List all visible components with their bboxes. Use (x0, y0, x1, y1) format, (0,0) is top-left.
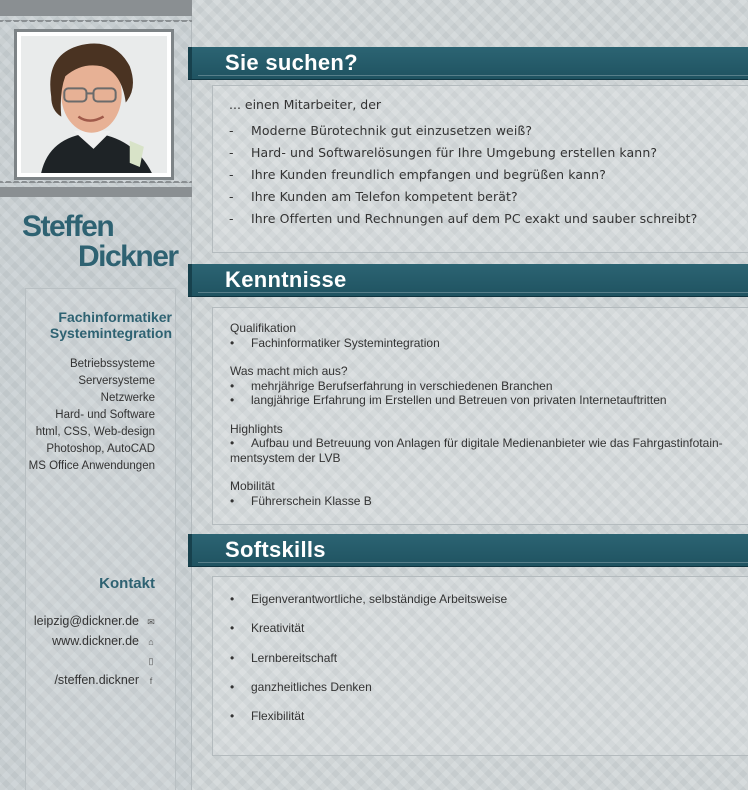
skill-list (29, 356, 155, 475)
list-item (230, 651, 507, 680)
brand-first-name: Steffen (22, 210, 114, 243)
skill-item: Netzwerke (100, 392, 155, 404)
list-item-text: Kreativität (251, 621, 305, 636)
list-item-text: Flexibilität (251, 709, 305, 724)
skills-group-highlights (230, 422, 735, 466)
list-item (229, 189, 697, 211)
group-label: Was macht mich aus? (230, 364, 348, 378)
contact-list (34, 613, 157, 691)
facebook-icon[interactable]: f (149, 675, 153, 686)
section-heading-search: Sie suchen? (188, 47, 748, 79)
list-item-text: Eigenverantwortliche, selbständige Arbeitsweise (251, 592, 508, 606)
list-item (230, 436, 735, 451)
contact-email-text[interactable]: leipzig@dickner.de (33, 614, 139, 628)
skills-group-mobility (230, 479, 735, 508)
skills-group-qualification (230, 321, 735, 350)
list-item-text: Lernbereitschaft (251, 650, 338, 665)
list-item-text: Fachinformatiker Systemintegration (251, 335, 440, 350)
list-item-text: langjährige Erfahrung im Erstellen und Betreuen von privaten Internetauftritten (251, 393, 667, 407)
home-icon[interactable]: ⌂ (148, 636, 154, 647)
dash-marker: - (229, 188, 234, 204)
list-item (230, 709, 507, 738)
list-item (230, 621, 507, 650)
group-label: Highlights (230, 421, 283, 436)
list-item-text: Hard- und Softwarelösungen für Ihre Umgebung erstellen kann? (251, 144, 658, 160)
list-item (229, 167, 697, 189)
group-label: Mobilität (230, 479, 275, 493)
section-heading-softskills: Softskills (188, 534, 748, 566)
list-item-text: Führerschein Klasse B (251, 493, 372, 508)
search-lead: ... einen Mitarbeiter, der (229, 97, 382, 112)
softskills-box (212, 576, 748, 756)
contact-phone[interactable] (34, 652, 157, 672)
contact-facebook-text[interactable]: /steffen.dickner (54, 672, 139, 687)
list-item (230, 393, 735, 408)
bullet-marker: • (230, 335, 235, 350)
skill-item: MS Office Anwendungen (28, 460, 155, 472)
list-item (229, 123, 697, 145)
bullet-marker: • (230, 621, 235, 636)
contact-email[interactable] (34, 613, 157, 633)
profile-photo-frame (14, 29, 174, 180)
list-item-text: ganzheitliches Denken (251, 679, 372, 694)
skill-item: html, CSS, Web-design (35, 426, 155, 438)
profile-photo (21, 36, 167, 173)
skills-group-profile (230, 364, 735, 408)
list-item (230, 379, 735, 394)
contact-heading: Kontakt (99, 575, 155, 592)
sidebar (0, 0, 192, 790)
dash-marker: - (229, 166, 234, 182)
skill-item: Hard- und Software (55, 409, 155, 421)
list-item (230, 336, 735, 351)
job-title-line1: Fachinformatiker (58, 309, 172, 325)
contact-facebook[interactable] (34, 672, 157, 692)
zigzag-border-top (0, 0, 192, 16)
list-item (230, 494, 735, 509)
contact-website[interactable] (34, 633, 157, 653)
skill-item: Betriebssysteme (69, 358, 155, 370)
bullet-marker: • (230, 650, 235, 665)
skills-box (212, 307, 748, 525)
list-item-text: Aufbau und Betreuung von Anlagen für digitale Medienanbieter wie das Fahrgastinfotain- (251, 436, 723, 450)
dash-marker: - (229, 123, 234, 138)
bullet-marker: • (230, 436, 235, 450)
list-item (229, 145, 697, 167)
search-box (212, 85, 748, 253)
list-item-text: mehrjährige Berufserfahrung in verschiedenen Branchen (251, 378, 553, 393)
list-item-text: Ihre Offerten und Rechnungen auf dem PC exakt und sauber schreibt? (251, 210, 698, 226)
zigzag-border-bottom (0, 187, 192, 197)
list-item-text: Ihre Kunden am Telefon kompetent berät? (251, 188, 518, 204)
skill-item: Photoshop, AutoCAD (46, 443, 155, 455)
softskills-list (230, 592, 507, 738)
list-item-text: Ihre Kunden freundlich empfangen und begrüßen kann? (251, 166, 606, 182)
contact-website-text[interactable]: www.dickner.de (52, 633, 139, 648)
job-title (50, 309, 172, 341)
dash-marker: - (229, 144, 234, 160)
brand-logo (22, 212, 178, 272)
skill-item: Serversysteme (78, 375, 155, 387)
list-item (229, 211, 697, 233)
list-item-text: Moderne Bürotechnik gut einzusetzen weiß? (251, 123, 533, 138)
bullet-marker: • (230, 378, 235, 393)
job-title-line2: Systemintegration (49, 325, 172, 341)
bullet-marker: • (230, 493, 235, 508)
bullet-marker: • (230, 393, 235, 407)
section-heading-skills: Kenntnisse (188, 264, 748, 296)
group-label: Qualifikation (230, 321, 297, 335)
list-item-continuation: mentsystem der LVB (230, 450, 341, 465)
search-list (229, 123, 697, 232)
phone-icon[interactable]: ▯ (148, 656, 154, 666)
dash-marker: - (229, 210, 234, 226)
list-item (230, 680, 507, 709)
list-item (230, 592, 507, 621)
bullet-marker: • (230, 679, 235, 694)
bullet-marker: • (230, 709, 235, 724)
bullet-marker: • (230, 592, 235, 606)
mail-icon[interactable]: ✉ (147, 617, 155, 627)
brand-last-name: Dickner (78, 240, 178, 273)
